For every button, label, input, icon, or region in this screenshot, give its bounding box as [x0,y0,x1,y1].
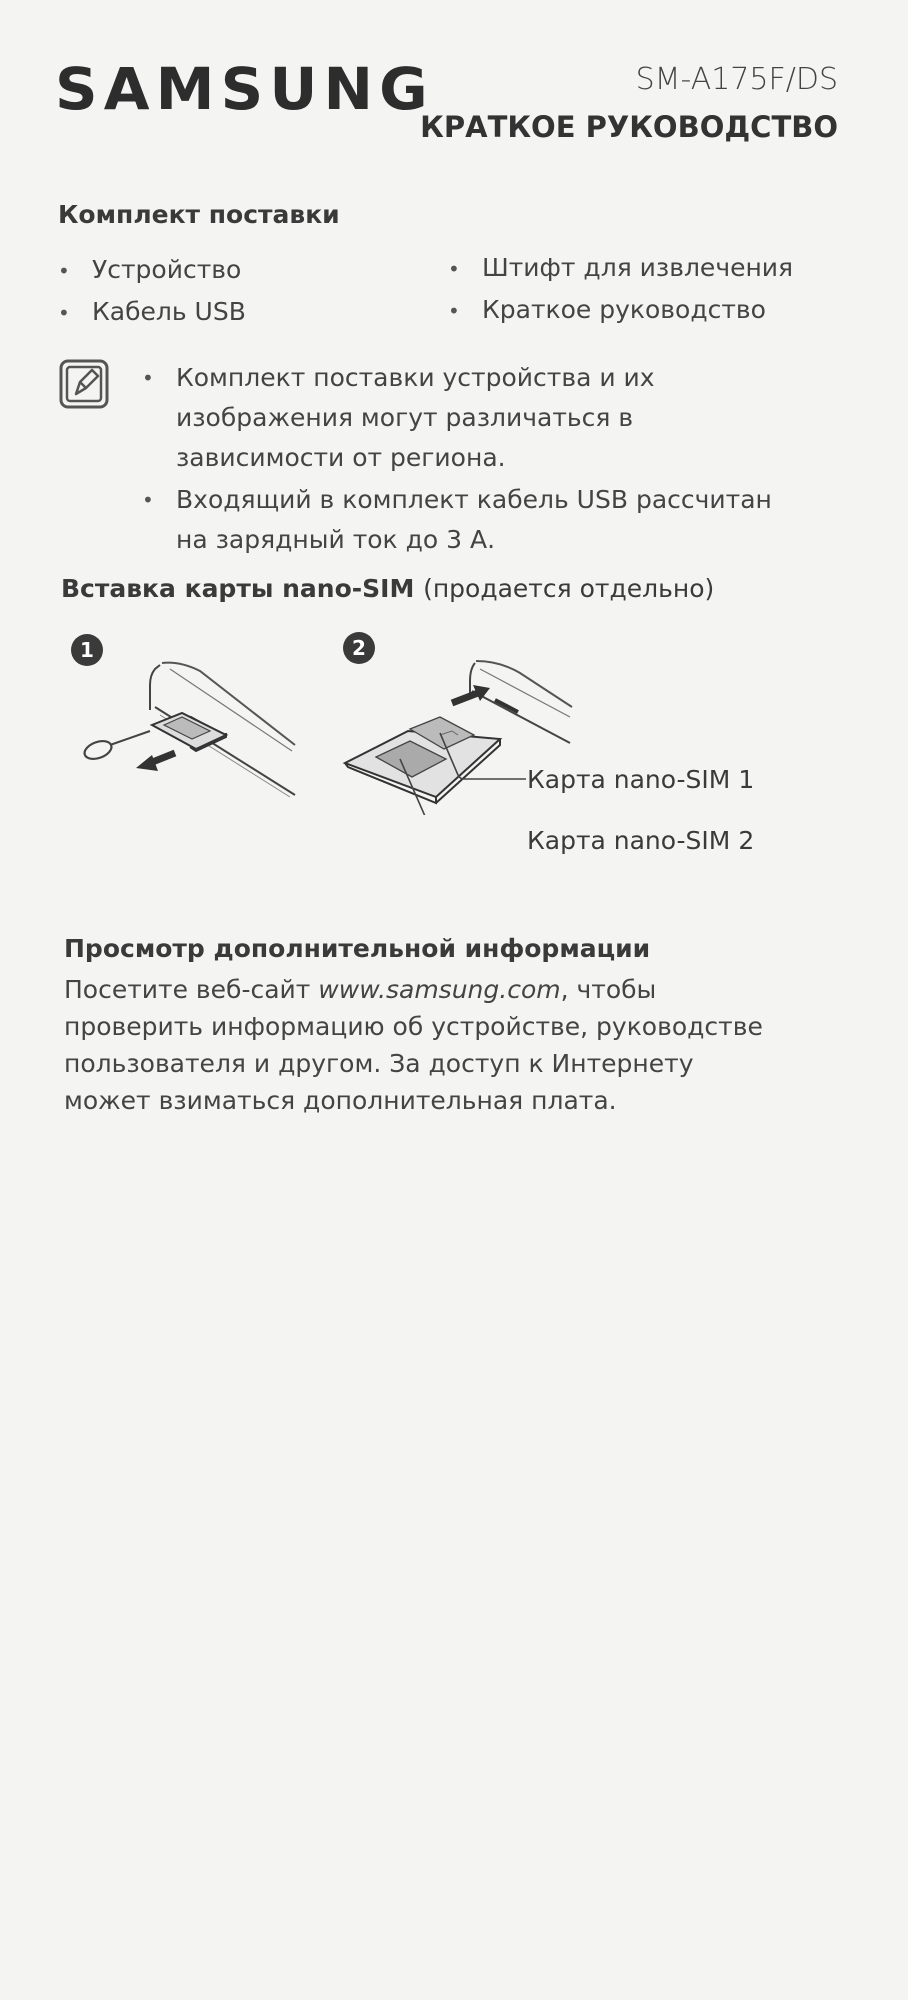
package-item: • Устройство [58,255,242,284]
package-item-label: Кабель USB [92,297,246,326]
note-text: Входящий в комплект кабель USB рассчитан на зарядный ток до 3 А. [176,485,772,554]
package-item-label: Штифт для извлечения [482,253,794,282]
package-item: • Кабель USB [58,297,246,326]
package-item: • Штифт для извлечения [448,253,794,282]
samsung-logo: SAMSUNG [55,55,434,123]
package-item-label: Краткое руководство [482,295,766,324]
package-item-label: Устройство [92,255,242,284]
sim2-label: Карта nano-SIM 2 [527,826,755,855]
notes-list [142,358,782,560]
sim1-label: Карта nano-SIM 1 [527,765,755,794]
step-number: 1 [80,638,94,662]
note-pencil-icon [58,358,110,410]
info-heading: Просмотр дополнительной информации [64,934,651,963]
step-number: 2 [352,636,366,660]
sim-heading [61,574,714,603]
document-title: КРАТКОЕ РУКОВОДСТВО [420,110,838,144]
sim-heading-note: (продается отдельно) [423,574,715,603]
sim-heading-bold: Вставка карты nano-SIM [61,574,415,603]
sim-eject-illustration [80,655,310,815]
package-item: • Краткое руководство [448,295,766,324]
info-text-after: , чтобы проверить информацию об устройстве, руководстве пользователя и другом. За доступ к Интернету может взиматься дополнительная плата. [64,975,763,1115]
model-number: SM-A175F/DS [635,62,838,97]
info-text-before: Посетите веб-сайт [64,975,319,1004]
note-item: • Входящий в комплект кабель USB рассчитан на зарядный ток до 3 А. [142,480,782,560]
package-heading: Комплект поставки [58,200,340,229]
note-text: Комплект поставки устройства и их изображения могут различаться в зависимости от региона. [176,363,655,472]
note-item: • Комплект поставки устройства и их изображения могут различаться в зависимости от региона. [142,358,782,478]
website-link[interactable]: www.samsung.com [318,975,561,1004]
info-paragraph [64,971,784,1119]
